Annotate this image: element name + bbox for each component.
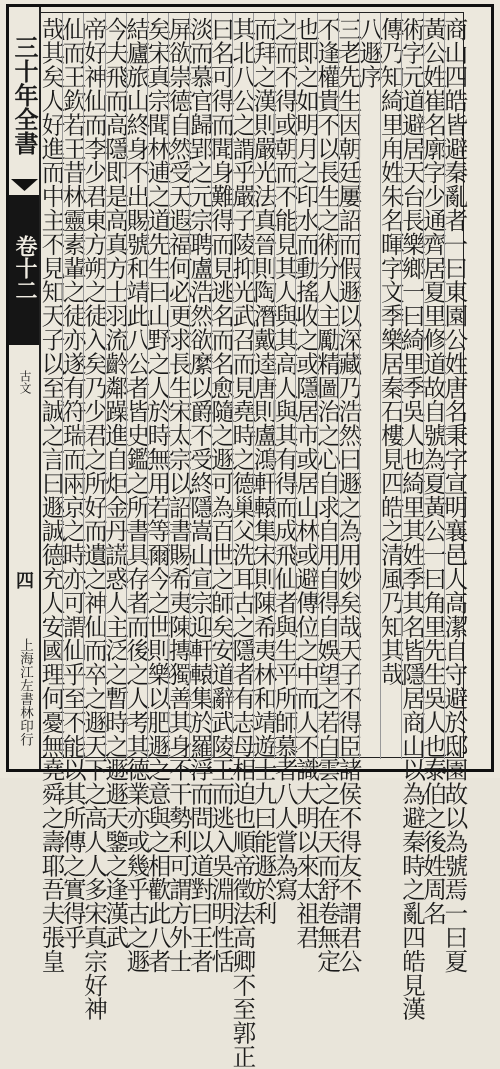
text-column: 淡而慕官歸郢之元宗聘盧浩然欲縻以爵不受終隱嵩山宣宗迎軒轅集於羅浮而問以道對曰王者 (186, 17, 214, 973)
column-rule (253, 13, 254, 759)
column-rule (105, 13, 106, 759)
text-column: 而拜之漢則嚴光法真晉則陶潛戴逵唐則盧鴻軒轅集宋則陳希夷林和靖遊士九曰能遯於利 (249, 17, 278, 926)
page-number: 四 (16, 571, 34, 592)
column-rule (359, 13, 360, 759)
text-column: 傳乃知綺里甪姓朱名暉字文季樂居秦石樓見四皓之清風乃知其哉 (376, 17, 405, 687)
publisher-imprint: 上海江左書林印行 (17, 638, 33, 746)
column-rule (338, 13, 339, 759)
text-column: 曰名可得而聞身難得而見逃名而名愈隨之遯可為百世之師矣安道辭武陵王而逃入吳淵明性恬 (207, 17, 236, 973)
volume-label: 卷十二 (12, 235, 38, 301)
text-column: 三老先生因朝廷屢詔而假遯以深藏乃浩然曰遯之為用妙矣哉天子不得臣諸侯不得友不謂君公 (334, 17, 363, 973)
text-column: 矣宋真宗聞林逋之道先生曰山野之人於時無用若等爾今之世則樂以肥遯之意與之相歡此八者 (143, 17, 172, 973)
column-rule (168, 13, 169, 759)
text-column: 帝好神仙而李少君東方朔之徒入矣乃少君之所好而遺之神仙而卒之遯天下之高人人多宋真宗好神 (80, 17, 108, 1021)
column-rule (211, 13, 212, 759)
book-title: 三十年全書 (10, 35, 39, 155)
column-rule (147, 13, 148, 759)
column-rule (423, 13, 424, 759)
column-rule (401, 13, 402, 759)
text-column: 今夫飛而高隱即是高真方士羽流齡鄰躁進自炬金丹謊惑人主泛之暫時之遯遯天鑒之逢漢武 (101, 17, 130, 950)
main-text-block (37, 12, 469, 1069)
text-column: 黃公姓崔名廓字少通齊居夏里修道故自號為夏黃公一曰角里先生吳人也泰伯之後姓周名 (419, 17, 448, 926)
text-column: 其北八公之謂乎嚴子陵抑光武召而見堯時之德巢父洗耳古之隱者有志母相迫也順帝徵法高卿不至郭正 (228, 17, 257, 1069)
text-column: 之而不得或朝而不能見其人與其高人與其有得而成飛仙者與生平所師慕者八人嘗為寫 (270, 17, 299, 902)
column-rule (62, 13, 63, 759)
fish-tail-ornament (11, 179, 38, 191)
text-column: 仙而王欽若王昔林靈素輩之徒亦遂有符瑞而兩京之時亦可謂仙乎至不能以其所傳之實得乎 (58, 17, 87, 950)
text-column: 術字元道避居天台長樂鄉一曰綺里季吳人也綺里其姓季其名皆隱居商山以為避秦時之亂四皓見漢 (398, 17, 426, 1021)
column-rule (380, 13, 381, 759)
text-column: 商山四皓皆避秦亂者一曰東園公姓唐名秉字宣明襄邑人高潔自守避於邸園故以為號焉一曰夏 (440, 17, 469, 973)
column-rule (274, 13, 275, 759)
column-rule (189, 13, 190, 759)
column-rule (444, 13, 445, 759)
text-column: 結廬旅山終身不出賜號和靖此八公者皆史鑑之所書具存者而後之人考其德業亦或幾乎古之遯 (122, 17, 151, 973)
section-label: 古文 (18, 370, 32, 394)
text-column: 哉其矣人好進而中主不見知天子以至誠之言曰遯誠德充人安國理何憂無堯舜之壽耶吾夫張皇 (37, 17, 66, 973)
column-rule (232, 13, 233, 759)
column-rule (295, 13, 296, 759)
text-column: 屏欲崇德自然受天遐福何必更求長生宋太宗以詔書賜希夷陳摶獨善其身不干勢利可謂方外士 (164, 17, 193, 973)
column-rule (83, 13, 84, 759)
column-rule (317, 13, 318, 759)
text-column: 八遯序 (355, 17, 384, 89)
fore-edge-margin (9, 7, 40, 769)
column-rule (126, 13, 127, 759)
text-column: 不逢權貴不以長生之術分人主勵精圖治之心自求自用自得自娛望之若白雲之在天而舒卷無定 (313, 17, 342, 973)
text-column: 也即之如明月之印水而動搖收之或隱居市或居山林或避傳位之中而人不識大明以來太祖君 (292, 17, 320, 950)
